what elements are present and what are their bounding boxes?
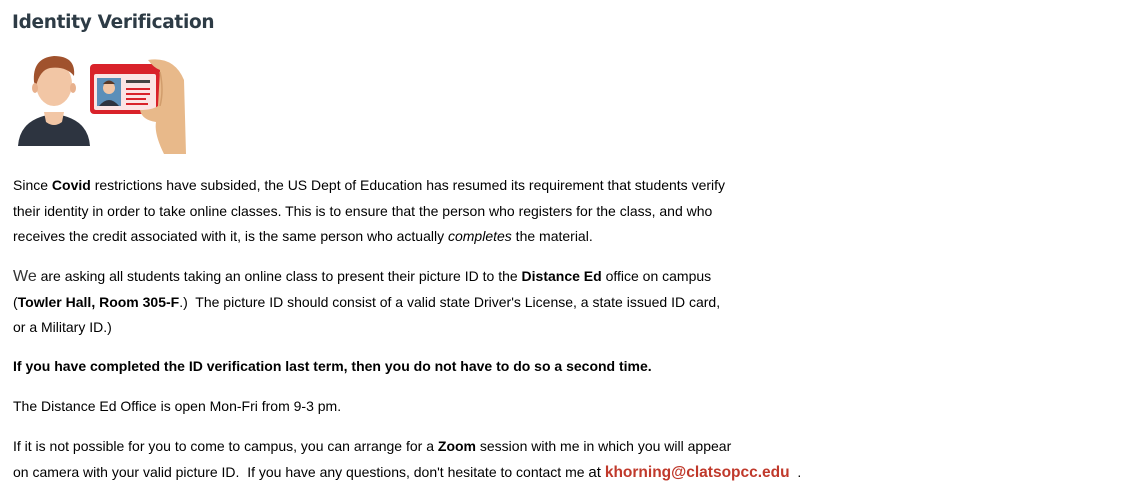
covid-line-3: receives the credit associated with it, is the same person who actually completes the material. (13, 228, 593, 244)
id-card-icon (90, 64, 160, 114)
person-icon (18, 56, 90, 146)
id-card-illustration (14, 50, 190, 158)
zoom-paragraph (13, 434, 813, 485)
zoom-line-2: on camera with your valid picture ID. If you have any questions, don't hesitate to contact me at khorning@clatsopcc.edu . (13, 463, 802, 481)
covid-line-1: Since Covid restrictions have subsided, the US Dept of Education has resumed its requirement that students verify (13, 177, 726, 193)
picture-id-paragraph (13, 264, 813, 341)
completed-verification-note: If you have completed the ID verification last term, then you do not have to do so a second time. (13, 358, 652, 374)
covid-line-2: their identity in order to take online classes. This is to ensure that the person who registers for the class, and who (13, 202, 713, 219)
picture-id-line-3: or a Military ID.) (13, 319, 112, 335)
picture-id-line-2: (Towler Hall, Room 305-F.) The picture ID should consist of a valid state Driver's License, a state issued ID card, (13, 293, 721, 310)
zoom-line-1: If it is not possible for you to come to campus, you can arrange for a Zoom session with me in which you will appear (13, 438, 732, 454)
email-link[interactable]: khorning@clatsopcc.edu (604, 463, 790, 481)
covid-paragraph (13, 173, 813, 250)
office-hours: The Distance Ed Office is open Mon-Fri from 9-3 pm. (13, 398, 342, 414)
page-title: Identity Verification (12, 12, 215, 33)
picture-id-line-1: We are asking all students taking an online class to present their picture ID to the Distance Ed office on campus (13, 268, 712, 285)
